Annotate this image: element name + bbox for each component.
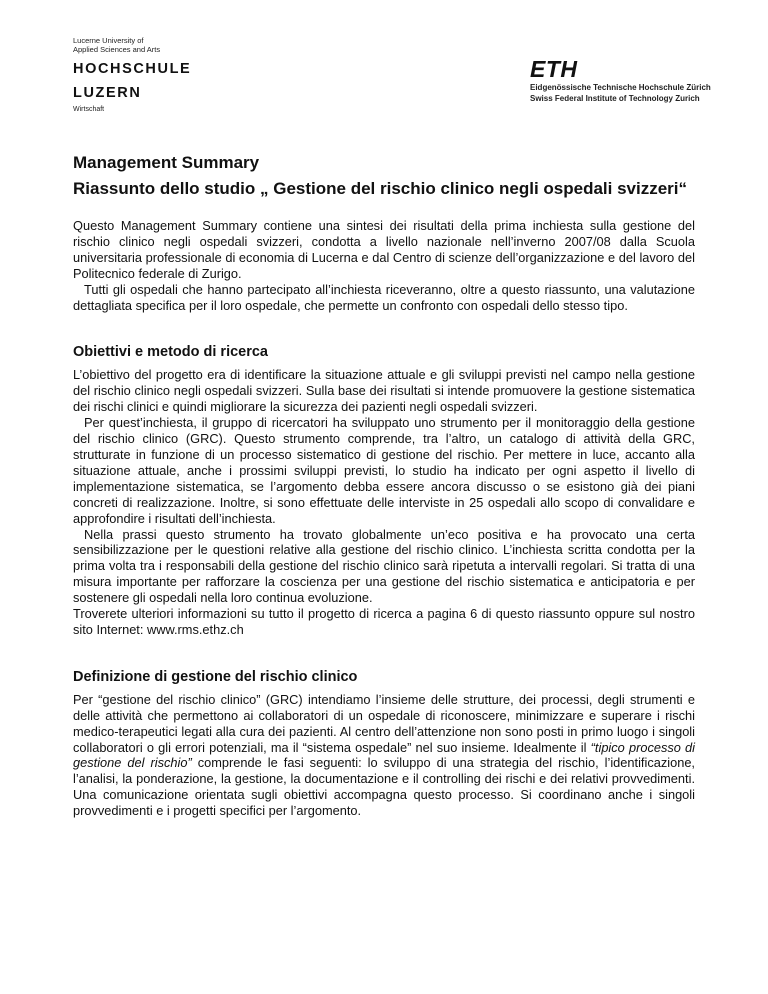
section-objectives [73,343,695,637]
hslu-tagline-1: Lucerne University of [73,36,144,45]
eth-wordmark: ETH [530,56,578,82]
objectives-paragraph-1: L’obiettivo del progetto era di identificare la situazione attuale e gli sviluppi previsti nel campo nella gestione del rischio clinico negli ospedali svizzeri. Sulla base dei risultati si intende promuovere la gestione sistematica dei rischi clinici e quindi migliorare la sicurezza dei pazienti negli ospedali svizzeri. [73,367,695,415]
document-title: Management Summary [73,153,260,172]
eth-logo [530,56,711,104]
intro-section [73,218,695,313]
definition-paragraph-1 [73,692,695,819]
intro-paragraph-1: Questo Management Summary contiene una sintesi dei risultati della prima inchiesta sulla gestione del rischio clinico negli ospedali svizzeri, condotta a livello nazionale nell’inverno 2007/08 dalla Scuola universitaria professionale di economia di Lucerna e dal Centro di scienze dell’organizzazione e del lavoro del Politecnico federale di Zurigo. [73,218,695,281]
definition-text-a: Per “gestione del rischio clinico” (GRC) intendiamo l’insieme delle strutture, dei processi, degli strumenti e delle attività che permettono ai collaboratori di un ospedale di riconoscere, minimizzare e superare i rischi medico-terapeutici legati alla cura dei pazienti. Al centro dell’attenzione non sono posti in primo luogo i singoli collaboratori o gli errori potenziali, ma il “sistema ospedale” nel suo insieme. Idealmente il [73,691,695,755]
section-heading-definition: Definizione di gestione del rischio clinico [73,668,358,685]
hslu-name-2: LUZERN [73,85,142,101]
eth-name-en: Swiss Federal Institute of Technology Zurich [530,94,700,103]
hslu-logo [73,36,191,113]
definition-text-b: comprende le fasi seguenti: lo sviluppo di una strategia del rischio, l’identificazione, l’analisi, la ponderazione, la gestione, la documentazione e il controlling dei rischi e dei relativi provvedimenti. Una comunicazione orientata sugli obiettivi accompagna questo processo. Si coordinano anche i singoli provvedimenti e i progetti specifici per l’argomento. [73,755,695,819]
eth-name-de: Eidgenössische Technische Hochschule Zürich [530,83,711,92]
section-heading-objectives: Obiettivi e metodo di ricerca [73,344,268,361]
section-definition [73,668,695,819]
hslu-department: Wirtschaft [73,106,105,113]
document-subtitle: Riassunto dello studio „ Gestione del rischio clinico negli ospedali svizzeri“ [73,179,688,198]
hslu-tagline-2: Applied Sciences and Arts [73,45,161,54]
objectives-paragraph-2: Per quest’inchiesta, il gruppo di ricercatori ha sviluppato uno strumento per il monitoraggio della gestione del rischio clinico (GRC). Questo strumento comprende, tra l’altro, un catalogo di attività della GRC, strutturate in funzione di un processo sistematico di gestione del rischio. Per mettere in luce, accanto alla situazione attuale, anche i prossimi sviluppi previsti, lo studio ha indicato per ogni aspetto il livello di implementazione sistematica, se l’argomento debba essere ancora discusso o se esistono già dei piani concreti di realizzazione. Inoltre, si sono effettuate delle interviste in 25 ospedali allo scopo di convalidare e approfondire i risultati dell’inchiesta. [73,415,695,526]
objectives-paragraph-4: Troverete ulteriori informazioni su tutto il progetto di ricerca a pagina 6 di questo riassunto oppure sul nostro sito Internet: www.rms.ethz.ch [73,606,695,637]
definition-emphasis: “tipico processo di gestione del rischio” [73,739,695,771]
document-body [73,152,695,819]
objectives-paragraph-3: Nella prassi questo strumento ha trovato globalmente un’eco positiva e ha provocato una certa sensibilizzazione per le questioni relative alla gestione del rischio clinico. L’inchiesta scritta condotta per la prima volta tra i responsabili della gestione del rischio clinico sarà ripetuta a intervalli regolari. Si tratta di una misura importante per rafforzare la coscienza per una gestione del rischio sistematica e anticipatoria e per sostenere gli ospedali nella loro continua evoluzione. [73,526,695,606]
intro-paragraph-2: Tutti gli ospedali che hanno partecipato all’inchiesta riceveranno, oltre a questo riassunto, una valutazione dettagliata specifica per il loro ospedale, che permette un confronto con ospedali dello stesso tipo. [73,281,695,313]
hslu-name-1: HOCHSCHULE [73,61,192,77]
